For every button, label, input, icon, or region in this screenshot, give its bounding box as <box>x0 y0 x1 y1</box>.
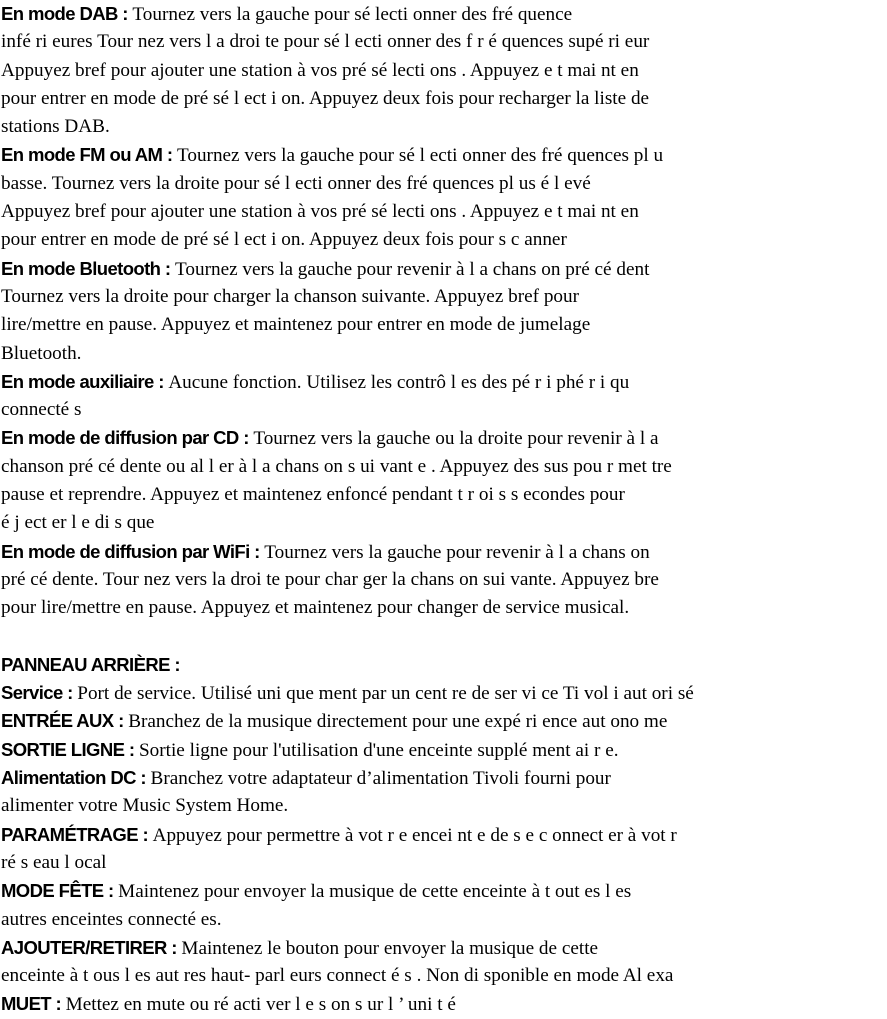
section-label: En mode auxiliaire : <box>1 370 169 392</box>
section-label: ENTRÉE AUX : <box>1 710 129 732</box>
line-text: Aucune fonction. Utilisez les contrô l es des pé r i phé r i qu <box>168 371 630 393</box>
section-label: MODE FÊTE : <box>1 880 119 902</box>
line-text: Appuyez bref pour ajouter une station à vos pré sé lecti ons . Appuyez e t mai nt en <box>1 201 639 223</box>
section-label: En mode FM ou AM : <box>1 144 177 166</box>
line-text: Port de service. Utilisé uni que ment par un cent re de ser vi ce Ti vol i aut ori sé <box>77 683 694 705</box>
section-line <box>1 934 887 962</box>
section-line <box>1 424 887 452</box>
line-text: é j ect er l e di s que <box>1 512 155 534</box>
line-text: pré cé dente. Tour nez vers la droi te pour char ger la chans on sui vante. Appuyez bre <box>1 568 659 590</box>
section-line <box>1 651 887 679</box>
section-label: SORTIE LIGNE : <box>1 738 139 760</box>
text-line <box>1 198 887 226</box>
section-label: PARAMÉTRAGE : <box>1 823 153 845</box>
section-label: Alimentation DC : <box>1 767 151 789</box>
section-line <box>1 990 887 1018</box>
text-line <box>1 453 887 481</box>
section-label: Service : <box>1 682 78 704</box>
line-text: ré s eau l ocal <box>1 851 107 873</box>
text-line <box>1 594 887 622</box>
line-text: enceinte à t ous l es aut res haut- parl eurs connect é s . Non di sponible en mode Al exa <box>1 965 674 987</box>
line-text: Sortie ligne pour l'utilisation d'une enceinte supplé ment ai r e. <box>138 739 619 761</box>
line-text: chanson pré cé dente ou al l er à l a chans on s ui vant e . Appuyez des sus pou r met tre <box>1 455 672 477</box>
text-line <box>1 57 887 85</box>
section-line <box>1 821 887 849</box>
text-line <box>1 113 887 141</box>
line-text: lire/mettre en pause. Appuyez et maintenez pour entrer en mode de jumelage <box>1 314 591 336</box>
section-label: En mode de diffusion par CD : <box>1 427 254 449</box>
line-text: alimenter votre Music System Home. <box>1 795 289 817</box>
line-text: Maintenez pour envoyer la musique de cette enceinte à t out es l es <box>118 881 632 903</box>
text-line <box>1 340 887 368</box>
line-text: Tournez vers la gauche ou la droite pour revenir à l a <box>253 428 659 450</box>
text-line <box>1 509 887 537</box>
section-line <box>1 368 887 396</box>
line-text: pour lire/mettre en pause. Appuyez et maintenez pour changer de service musical. <box>1 597 630 619</box>
line-text: pour entrer en mode de pré sé l ect i on. Appuyez deux fois pour s c anner <box>1 229 567 251</box>
section-line <box>1 877 887 905</box>
line-text: Tournez vers la droite pour charger la chanson suivante. Appuyez bref pour <box>1 285 579 307</box>
section-line <box>1 679 887 707</box>
line-text: autres enceintes connecté es. <box>1 908 222 930</box>
line-text: infé ri eures Tour nez vers l a droi te pour sé l ecti onner des f r é quences supé ri eur <box>1 31 650 53</box>
text-line <box>1 283 887 311</box>
text-line <box>1 311 887 339</box>
text-line <box>1 481 887 509</box>
line-text: connecté s <box>1 399 82 421</box>
line-text: Tournez vers la gauche pour revenir à l a chans on <box>264 541 650 563</box>
text-line <box>1 849 887 877</box>
line-text: Tournez vers la gauche pour revenir à l a chans on pré cé dent <box>175 258 650 280</box>
section-line <box>1 736 887 764</box>
line-text: Tournez vers la gauche pour sé l ecti onner des fré quences pl u <box>176 145 664 167</box>
section-label: MUET : <box>1 993 66 1015</box>
line-text: Branchez votre adaptateur d’alimentation Tivoli fourni pour <box>150 768 611 790</box>
text-line <box>1 85 887 113</box>
section-label: En mode de diffusion par WiFi : <box>1 540 265 562</box>
text-line <box>1 28 887 56</box>
section-line <box>1 255 887 283</box>
section-line <box>1 0 887 28</box>
line-text: basse. Tournez vers la droite pour sé l ecti onner des fré quences pl us é l evé <box>1 172 591 194</box>
text-line <box>1 792 887 820</box>
text-line <box>1 962 887 990</box>
blank-line <box>1 623 887 651</box>
section-line <box>1 764 887 792</box>
section-label: AJOUTER/RETIRER : <box>1 936 182 958</box>
line-text: pause et reprendre. Appuyez et maintenez enfoncé pendant t r oi s s econdes pour <box>1 484 625 506</box>
line-text: Maintenez le bouton pour envoyer la musique de cette <box>181 937 599 959</box>
section-label: En mode DAB : <box>1 3 133 24</box>
line-text: Mettez en mute ou ré acti ver l e s on s ur l ’ uni t é <box>65 994 456 1016</box>
section-line <box>1 538 887 566</box>
text-line <box>1 170 887 198</box>
text-line <box>1 566 887 594</box>
line-text: Appuyez bref pour ajouter une station à vos pré sé lecti ons . Appuyez e t mai nt en <box>1 59 639 81</box>
text-line <box>1 226 887 254</box>
line-text: pour entrer en mode de pré sé l ect i on. Appuyez deux fois pour recharger la liste de <box>1 87 650 109</box>
line-text: stations DAB. <box>1 116 110 138</box>
line-text: Bluetooth. <box>1 342 82 364</box>
section-line <box>1 141 887 169</box>
text-line <box>1 906 887 934</box>
section-label: PANNEAU ARRIÈRE : <box>1 653 180 675</box>
line-text: Appuyez pour permettre à vot r e encei nt e de s e c onnect er à vot r <box>152 824 677 846</box>
section-line <box>1 707 887 735</box>
line-text: Tournez vers la gauche pour sé lecti onner des fré quence <box>132 4 573 25</box>
text-line <box>1 396 887 424</box>
section-label: En mode Bluetooth : <box>1 257 176 279</box>
line-text: Branchez de la musique directement pour une expé ri ence aut ono me <box>128 711 668 733</box>
